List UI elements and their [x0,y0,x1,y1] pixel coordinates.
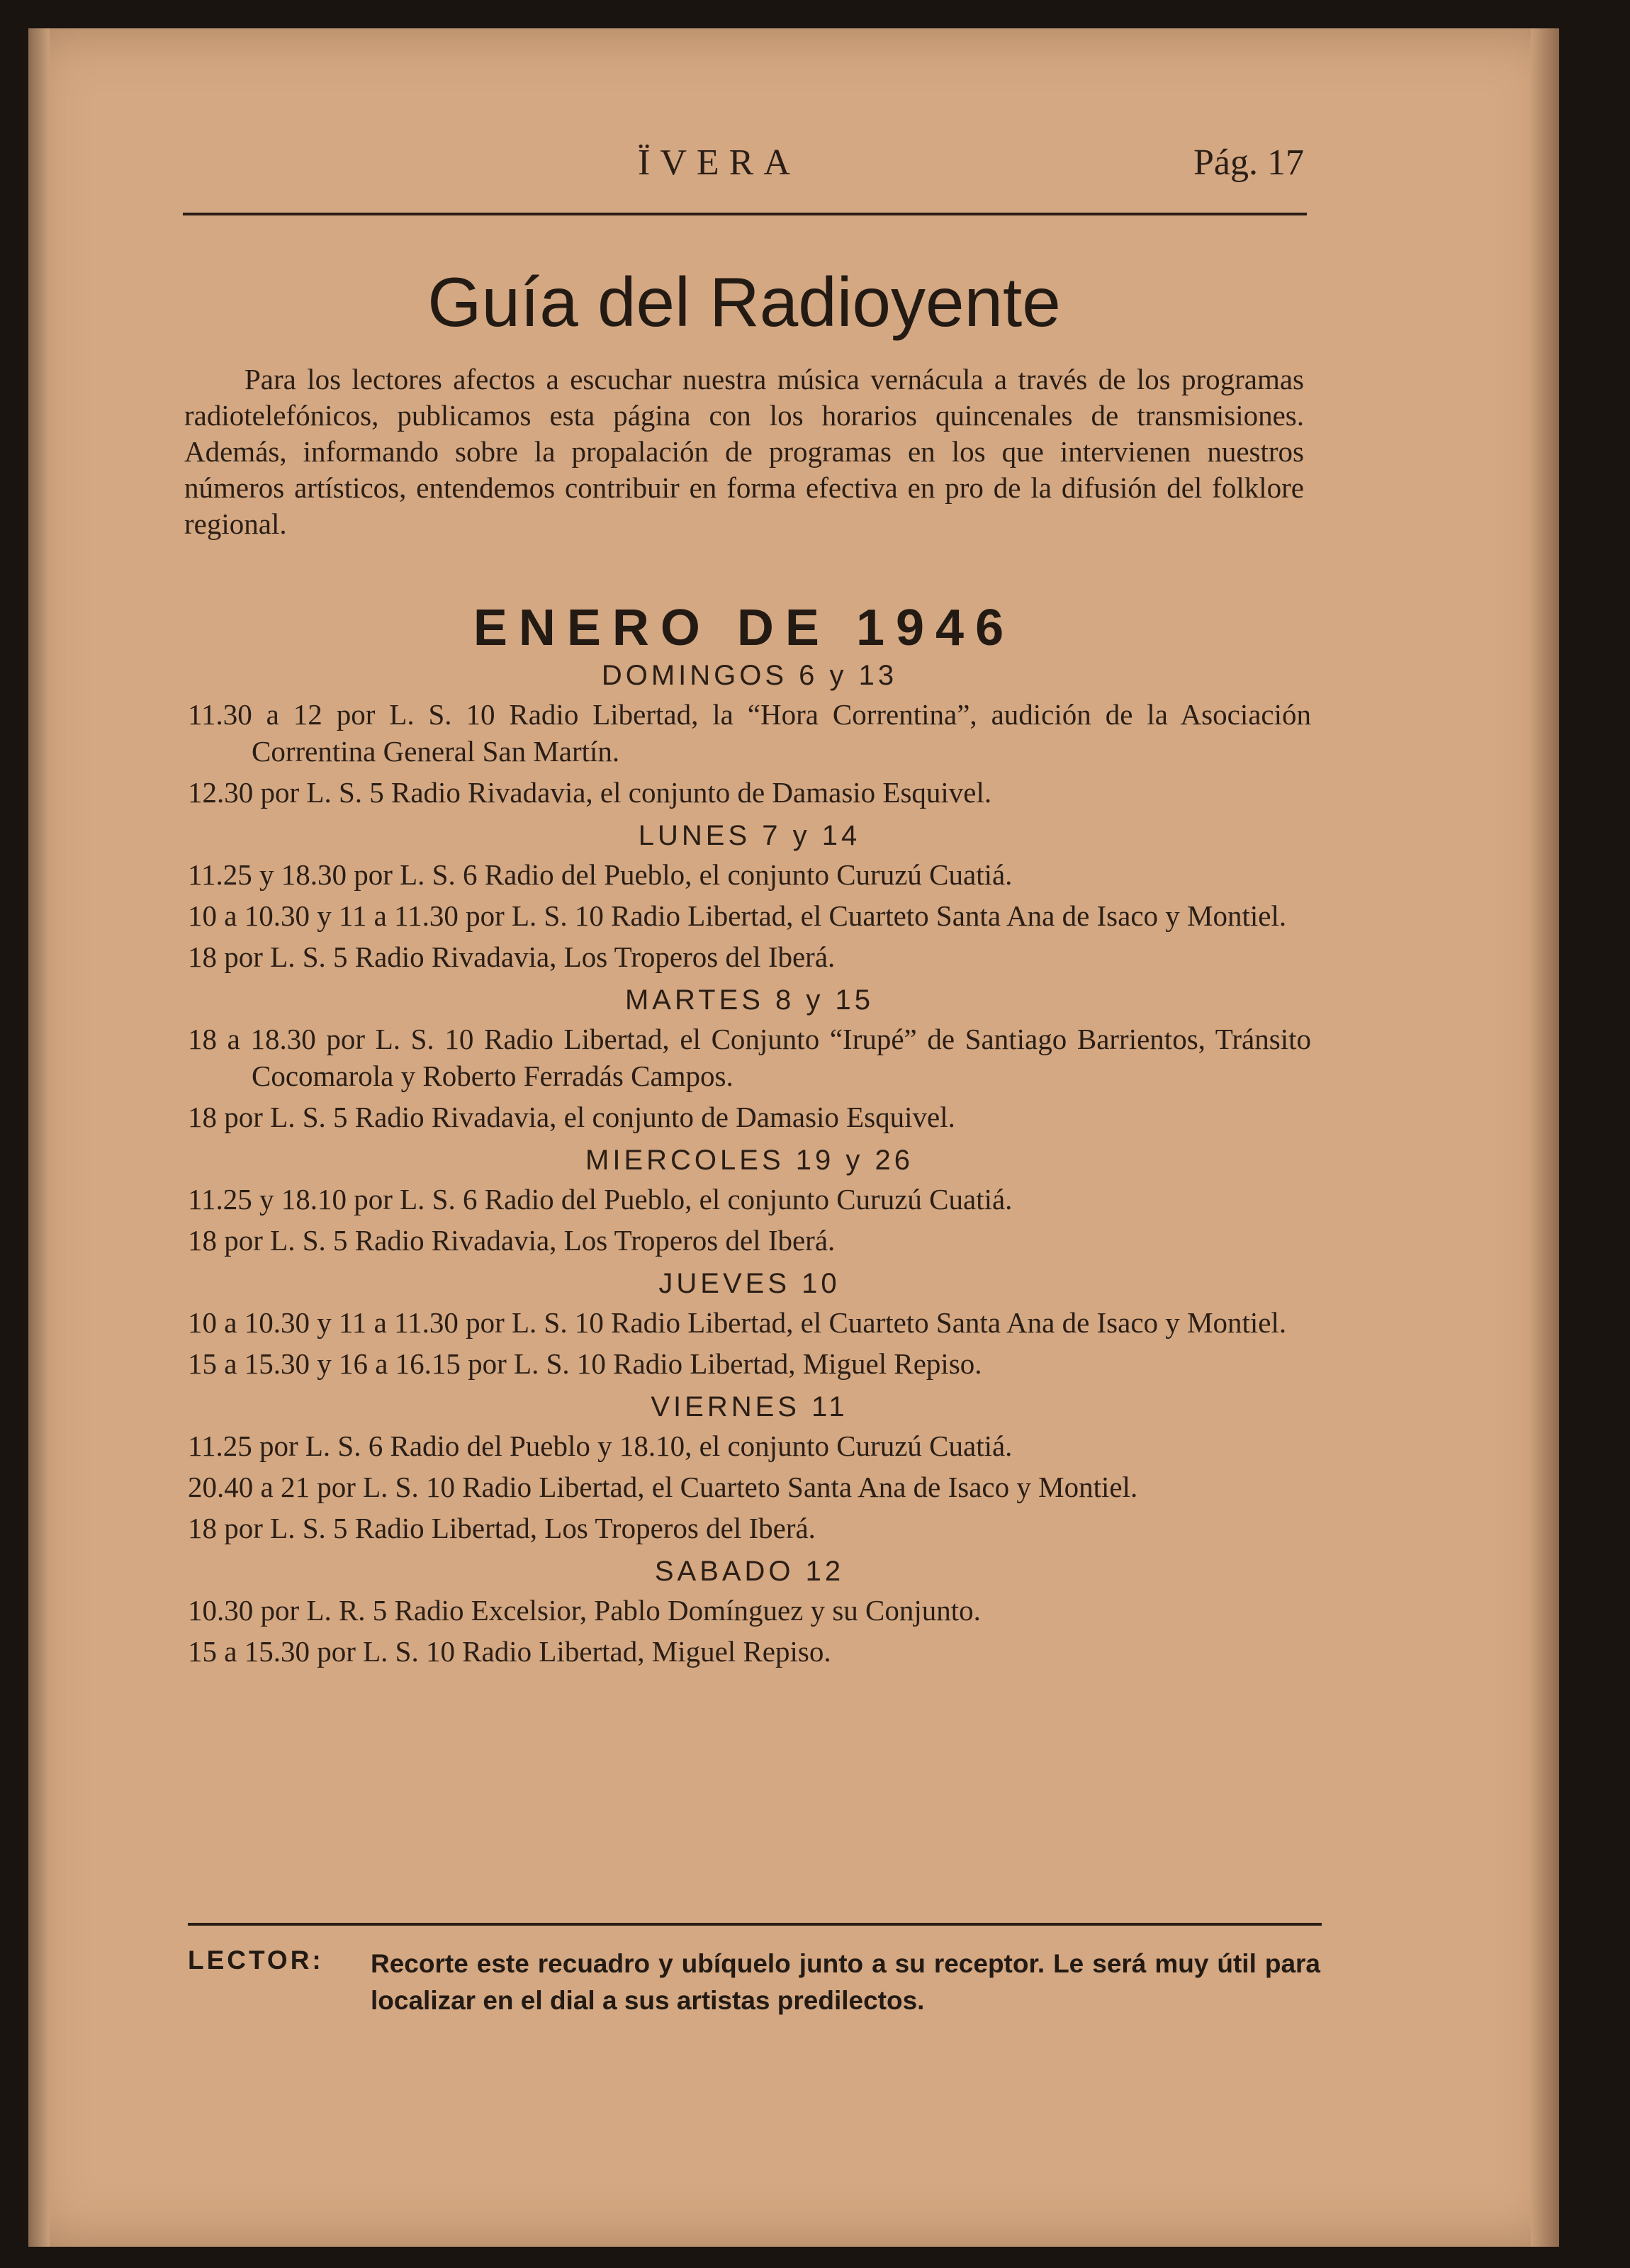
schedule-entry: 11.25 por L. S. 6 Radio del Pueblo y 18.10, el conjunto Curuzú Cuatiá. [188,1430,1013,1462]
running-header [184,142,1304,184]
magazine-title: ÏVERA [638,142,800,183]
page-edge [1531,28,1559,2247]
schedule-entry: 18 por L. S. 5 Radio Rivadavia, el conjunto de Damasio Esquivel. [188,1101,955,1133]
page-number: Pág. 17 [1193,142,1304,183]
lector-text: Recorte este recuadro y ubíquelo junto a su receptor. Le será muy útil para localizar en el dial a sus artistas predilectos. [371,1949,1320,2015]
day-heading: MIERCOLES 19 y 26 [585,1145,914,1176]
schedule-entry: 18 a 18.30 por L. S. 10 Radio Libertad, el Conjunto “Irupé” de Santiago Barrientos, Tránsito Cocomarola y Roberto Ferradás Campos. [188,1023,1311,1092]
schedule-entry: 15 a 15.30 y 16 a 16.15 por L. S. 10 Radio Libertad, Miguel Repiso. [188,1347,982,1380]
schedule-entry: 18 por L. S. 5 Radio Rivadavia, Los Troperos del Iberá. [188,941,836,973]
schedule-entry: 11.25 y 18.30 por L. S. 6 Radio del Pueblo, el conjunto Curuzú Cuatiá. [188,858,1013,891]
schedule-entry: 11.30 a 12 por L. S. 10 Radio Libertad, la “Hora Correntina”, audición de la Asociación Correntina General San Martín. [188,698,1311,768]
day-heading: LUNES 7 y 14 [638,820,861,851]
day-heading: VIERNES 11 [651,1391,848,1422]
schedule-entry: 18 por L. S. 5 Radio Libertad, Los Troperos del Iberá. [188,1512,816,1544]
guide-title: Guía del Radioyente [427,263,1061,341]
month-heading: ENERO DE 1946 [473,600,1016,656]
header-rule [183,213,1307,215]
page-gutter [28,28,50,2247]
day-heading: SABADO 12 [654,1556,845,1587]
schedule [188,652,1311,1674]
schedule-entry: 15 a 15.30 por L. S. 10 Radio Libertad, Miguel Repiso. [188,1635,831,1668]
schedule-entry: 10 a 10.30 y 11 a 11.30 por L. S. 10 Radio Libertad, el Cuarteto Santa Ana de Isaco y Montiel. [188,899,1287,932]
day-heading: JUEVES 10 [658,1268,841,1299]
schedule-entry: 20.40 a 21 por L. S. 10 Radio Libertad, el Cuarteto Santa Ana de Isaco y Montiel. [188,1471,1138,1503]
schedule-entry: 11.25 y 18.10 por L. S. 6 Radio del Pueblo, el conjunto Curuzú Cuatiá. [188,1183,1013,1216]
schedule-entry: 12.30 por L. S. 5 Radio Rivadavia, el conjunto de Damasio Esquivel. [188,776,992,809]
schedule-entry: 10 a 10.30 y 11 a 11.30 por L. S. 10 Radio Libertad, el Cuarteto Santa Ana de Isaco y Montiel. [188,1306,1287,1339]
footer-rule [188,1923,1322,1926]
lector-label: LECTOR: [188,1946,324,1975]
day-heading: DOMINGOS 6 y 13 [601,660,898,691]
day-heading: MARTES 8 y 15 [624,984,875,1016]
schedule-entry: 18 por L. S. 5 Radio Rivadavia, Los Troperos del Iberá. [188,1224,836,1257]
schedule-entry: 10.30 por L. R. 5 Radio Excelsior, Pablo Domínguez y su Conjunto. [188,1594,981,1627]
intro-paragraph: Para los lectores afectos a escuchar nuestra música vernácula a través de los programas radiotelefónicos, publicamos esta página con los horarios quincenales de transmisiones. Además, informando sobre la propalación de programas en los que intervienen nuestros números artísticos, entendemos contribuir en forma efectiva en pro de la difusión del folklore regional. [184,363,1304,540]
